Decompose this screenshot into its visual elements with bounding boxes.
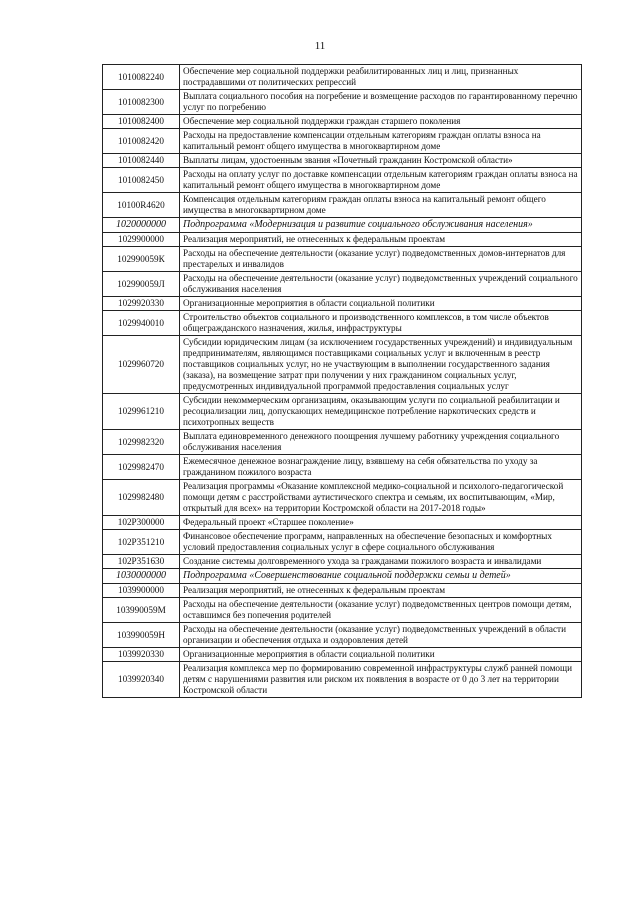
row-description: Реализация мероприятий, не отнесенных к федеральным проектам (180, 584, 582, 598)
row-code: 1029982470 (103, 455, 180, 480)
table-body (103, 65, 582, 698)
row-code: 1029920330 (103, 297, 180, 311)
row-description: Субсидии юридическим лицам (за исключением государственных учреждений) и индивидуальным предпринимателям, являющимся поставщиками социальных услуг и включенным в реестр поставщиков социальных услуг, но не участвующим в выполнении государственного задания (заказа), на возмещение затрат при получении у них гражданином социальных услуг, предусмотренных индивидуальной программой предоставления социальных услуг (180, 336, 582, 394)
row-description: Расходы на обеспечение деятельности (оказание услуг) подведомственных центров помощи детям, оставшимся без попечения родителей (180, 598, 582, 623)
table-row (103, 247, 582, 272)
row-description: Выплаты лицам, удостоенным звания «Почетный гражданин Костромской области» (180, 154, 582, 168)
row-description: Расходы на обеспечение деятельности (оказание услуг) подведомственных домов-интернатов для престарелых и инвалидов (180, 247, 582, 272)
table-row (103, 218, 582, 233)
row-description: Обеспечение мер социальной поддержки граждан старшего поколения (180, 115, 582, 129)
row-code: 1010082440 (103, 154, 180, 168)
row-code: 1039900000 (103, 584, 180, 598)
row-code: 1029982480 (103, 480, 180, 516)
budget-classification-table (102, 64, 582, 698)
row-description: Субсидии некоммерческим организациям, оказывающим услуги по социальной реабилитации и ресоциализации лиц, допускающих немедицинское потребление наркотических средств и психотропных веществ (180, 394, 582, 430)
table-row (103, 90, 582, 115)
row-code: 1010082400 (103, 115, 180, 129)
row-code: 102990059Л (103, 272, 180, 297)
row-code: 1029940010 (103, 311, 180, 336)
row-code: 1039920330 (103, 648, 180, 662)
table-row (103, 115, 582, 129)
row-code: 1010082450 (103, 168, 180, 193)
row-description: Реализация мероприятий, не отнесенных к федеральным проектам (180, 233, 582, 247)
table-row (103, 584, 582, 598)
row-code: 1039920340 (103, 662, 180, 698)
row-code: 1029961210 (103, 394, 180, 430)
row-description: Компенсация отдельным категориям граждан оплаты взноса на капитальный ремонт общего имущества в многоквартирном доме (180, 193, 582, 218)
table-row (103, 662, 582, 698)
row-description: Расходы на обеспечение деятельности (оказание услуг) подведомственных учреждений социального обслуживания населения (180, 272, 582, 297)
row-code: 103990059М (103, 598, 180, 623)
row-description: Организационные мероприятия в области социальной политики (180, 648, 582, 662)
row-code: 102P351210 (103, 530, 180, 555)
table-row (103, 193, 582, 218)
row-code: 1010082420 (103, 129, 180, 154)
row-code: 102990059К (103, 247, 180, 272)
row-description: Подпрограмма «Модернизация и развитие социального обслуживания населения» (180, 218, 582, 233)
row-description: Обеспечение мер социальной поддержки реабилитированных лиц и лиц, признанных пострадавшими от политических репрессий (180, 65, 582, 90)
row-code: 1029960720 (103, 336, 180, 394)
row-description: Выплата социального пособия на погребение и возмещение расходов по гарантированному перечню услуг по погребению (180, 90, 582, 115)
table-row (103, 311, 582, 336)
row-description: Расходы на предоставление компенсации отдельным категориям граждан оплаты взноса на капитальный ремонт общего имущества в многоквартирном доме (180, 129, 582, 154)
row-description: Подпрограмма «Совершенствование социальной поддержки семьи и детей» (180, 569, 582, 584)
row-description: Федеральный проект «Старшее поколение» (180, 516, 582, 530)
table-row (103, 233, 582, 247)
table-row (103, 455, 582, 480)
table-row (103, 272, 582, 297)
row-code: 1030000000 (103, 569, 180, 584)
table-row (103, 430, 582, 455)
row-code: 1029982320 (103, 430, 180, 455)
table-row (103, 648, 582, 662)
row-description: Финансовое обеспечение программ, направленных на обеспечение безопасных и комфортных условий предоставления социальных услуг в сфере социального обслуживания (180, 530, 582, 555)
row-description: Расходы на оплату услуг по доставке компенсации отдельным категориям граждан оплаты взноса на капитальный ремонт общего имущества в многоквартирном доме (180, 168, 582, 193)
row-description: Ежемесячное денежное вознаграждение лицу, взявшему на себя обязательства по уходу за гражданином пожилого возраста (180, 455, 582, 480)
row-code: 1010082240 (103, 65, 180, 90)
table-row (103, 394, 582, 430)
table-row (103, 555, 582, 569)
row-code: 1029900000 (103, 233, 180, 247)
row-description: Организационные мероприятия в области социальной политики (180, 297, 582, 311)
row-description: Реализация комплекса мер по формированию современной инфраструктуры служб ранней помощи детям с нарушениями развития или риском их появления в возрасте от 0 до 3 лет на территории Костромской области (180, 662, 582, 698)
row-code: 102P351630 (103, 555, 180, 569)
row-code: 102P300000 (103, 516, 180, 530)
table-row (103, 530, 582, 555)
table-row (103, 623, 582, 648)
table-row (103, 297, 582, 311)
table-row (103, 569, 582, 584)
table-row (103, 168, 582, 193)
row-description: Создание системы долговременного ухода за гражданами пожилого возраста и инвалидами (180, 555, 582, 569)
row-code: 10100R4620 (103, 193, 180, 218)
table-row (103, 65, 582, 90)
row-description: Расходы на обеспечение деятельности (оказание услуг) подведомственных учреждений в области организации и обеспечения отдыха и оздоровления детей (180, 623, 582, 648)
table-row (103, 129, 582, 154)
table-row (103, 480, 582, 516)
row-description: Выплата единовременного денежного поощрения лучшему работнику учреждения социального обслуживания населения (180, 430, 582, 455)
table-row (103, 336, 582, 394)
row-code: 1010082300 (103, 90, 180, 115)
table-row (103, 598, 582, 623)
row-description: Строительство объектов социального и производственного комплексов, в том числе объектов общегражданского назначения, жилья, инфраструктуры (180, 311, 582, 336)
page-number: 11 (314, 40, 326, 52)
table-row (103, 516, 582, 530)
row-description: Реализация программы «Оказание комплексной медико-социальной и психолого-педагогической помощи детям с расстройствами аутистического спектра и семьям, их воспитывающим, «Мир, открытый для всех» на территории Костромской области на 2017-2018 годы» (180, 480, 582, 516)
row-code: 1020000000 (103, 218, 180, 233)
table-row (103, 154, 582, 168)
row-code: 103990059Н (103, 623, 180, 648)
